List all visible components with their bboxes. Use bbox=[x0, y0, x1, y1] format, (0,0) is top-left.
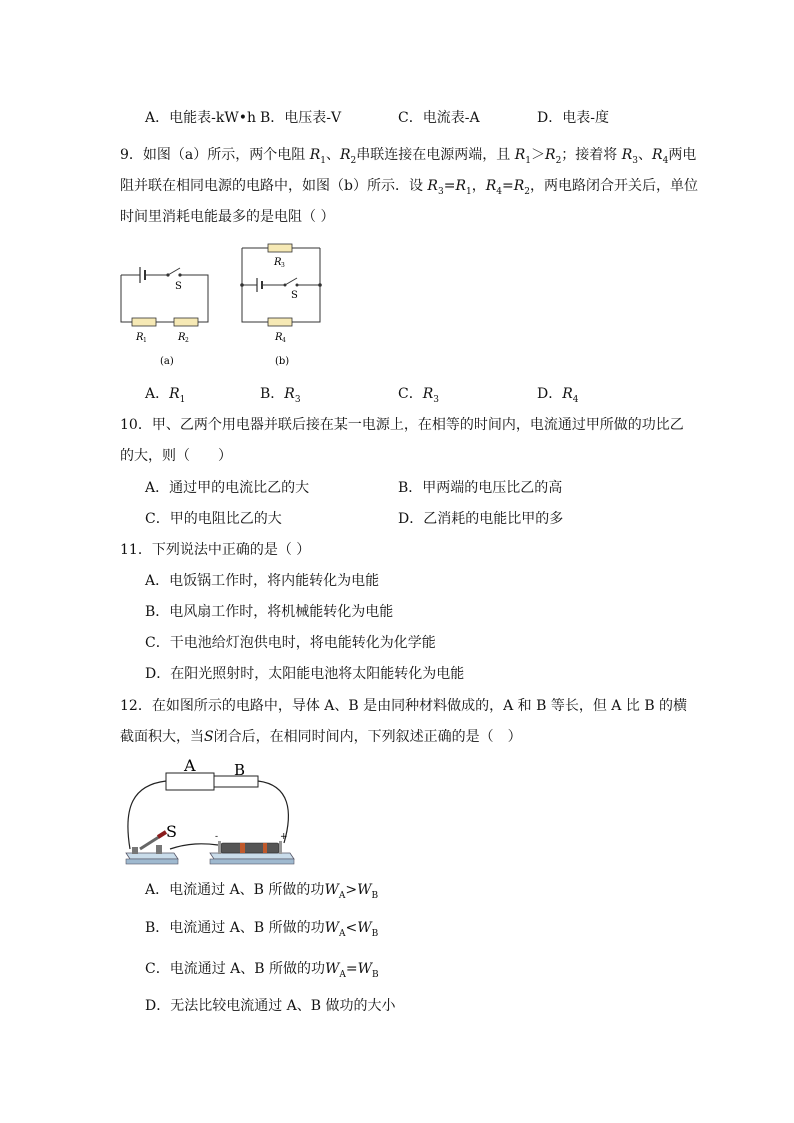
q9-stem-line3: 时间里消耗电能最多的是电阻（ ） bbox=[120, 209, 335, 225]
battery-plus-label: + bbox=[280, 832, 288, 842]
q10-option-d: D．乙消耗的电能比甲的多 bbox=[398, 511, 564, 527]
r1-label: R bbox=[136, 332, 144, 343]
r2-subscript: 2 bbox=[185, 337, 189, 344]
r1-subscript: 1 bbox=[143, 337, 147, 344]
circuit-diagram-a bbox=[116, 258, 216, 370]
q10-option-c: C．甲的电阻比乙的大 bbox=[145, 511, 282, 527]
circuit-illustration-ab bbox=[118, 757, 298, 867]
q12-option-d: D．无法比较电流通过 A、B 做功的大小 bbox=[145, 998, 396, 1014]
r4-label: R bbox=[275, 332, 283, 343]
q9-stem-line2: 阻并联在相同电源的电路中，如图（b）所示．设 $R_3=R_1$，$R_4=R_2$，两电路闭合开关后，单位 bbox=[120, 178, 699, 197]
q11-stem: 11．下列说法中正确的是（ ） bbox=[120, 542, 311, 558]
caption-b: (b) bbox=[275, 356, 290, 367]
q8-option-b: B．电压表-V bbox=[260, 110, 342, 126]
r3-label: R bbox=[274, 257, 282, 268]
conductor-a-label: A bbox=[184, 757, 196, 775]
q9-option-a: A．$R_1$ bbox=[145, 386, 186, 405]
q9-option-c: C．$R_3$ bbox=[398, 386, 439, 405]
q10-option-a: A．通过甲的电流比乙的大 bbox=[145, 480, 310, 496]
q9-option-b: B．$R_3$ bbox=[260, 386, 301, 405]
caption-a: (a) bbox=[160, 356, 174, 367]
q10-option-b: B．甲两端的电压比乙的高 bbox=[398, 480, 563, 496]
q11-option-c: C．干电池给灯泡供电时，将电能转化为化学能 bbox=[145, 635, 436, 651]
r3-subscript: 3 bbox=[281, 262, 285, 269]
q12-stem-line2: 截面积大，当S闭合后，在相同时间内，下列叙述正确的是（ ） bbox=[120, 729, 522, 745]
q9-stem-line1: 9．如图（a）所示，两个电阻 $R_1$、$R_2$串联连接在电源两端，且 $R_1>R_2$；接着将 $R_3$、$R_4$两电 bbox=[120, 147, 697, 166]
q10-stem-line2: 的大，则（ ） bbox=[120, 448, 232, 464]
conductor-b-label: B bbox=[234, 761, 246, 779]
q8-option-d: D．电表-度 bbox=[537, 110, 609, 126]
battery-minus-label: - bbox=[215, 832, 219, 842]
q9-option-d: D．$R_4$ bbox=[537, 386, 579, 405]
q11-option-a: A．电饭锅工作时，将内能转化为电能 bbox=[145, 573, 380, 589]
switch-s-label: S bbox=[175, 281, 182, 292]
q8-option-c: C．电流表-A bbox=[398, 110, 480, 126]
r4-subscript: 4 bbox=[282, 337, 286, 344]
q11-option-d: D．在阳光照射时，太阳能电池将太阳能转化为电能 bbox=[145, 666, 465, 682]
q12-option-a: A．电流通过 A、B 所做的功$W_A>W_B$ bbox=[145, 882, 379, 901]
circuit-diagram-b bbox=[237, 240, 327, 370]
switch-s-label: S bbox=[166, 822, 177, 841]
q10-stem-line1: 10．甲、乙两个用电器并联后接在某一电源上，在相等的时间内，电流通过甲所做的功比乙 bbox=[120, 417, 684, 433]
q12-stem-line1: 12．在如图所示的电路中，导体 A、B 是由同种材料做成的，A 和 B 等长，但 A 比 B 的横 bbox=[120, 698, 688, 714]
q12-option-c: C．电流通过 A、B 所做的功$W_A=W_B$ bbox=[145, 961, 379, 980]
r2-label: R bbox=[178, 332, 186, 343]
q11-option-b: B．电风扇工作时，将机械能转化为电能 bbox=[145, 604, 394, 620]
q12-option-b: B．电流通过 A、B 所做的功$W_A<W_B$ bbox=[145, 920, 379, 939]
switch-s-label: S bbox=[291, 290, 298, 301]
q8-option-a: A．电能表-kW•h bbox=[145, 110, 256, 126]
